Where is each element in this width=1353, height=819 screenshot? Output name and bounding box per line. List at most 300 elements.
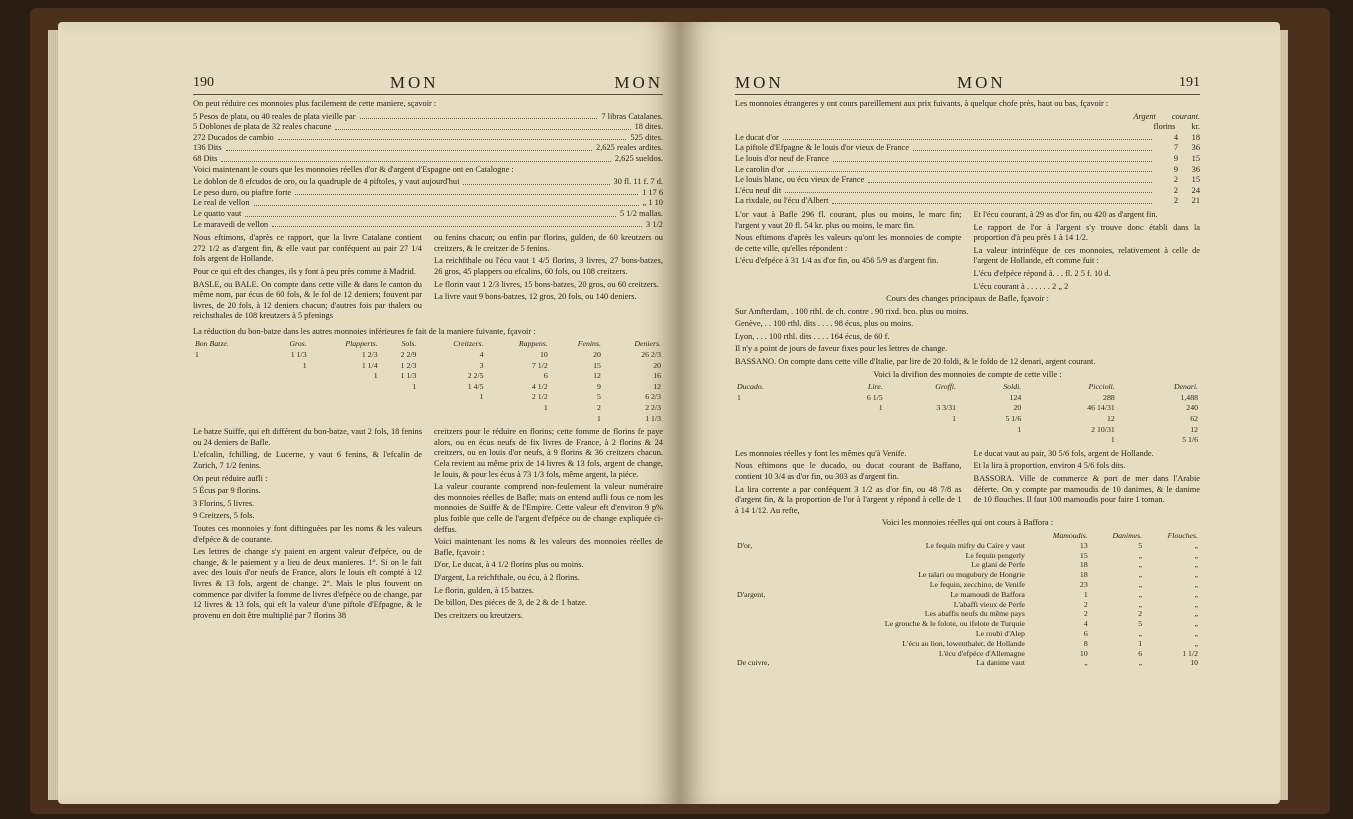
right-col-c-paragraph: Nous eftimons que le ducado, ou ducat courant de Baffano, contient 10 3/4 as d'or fin, ou 303 as d'argent fin. [735,461,962,481]
right-column-a [735,210,962,294]
bon-batze-cell: 2 2/9 [400,350,417,360]
catalogne-row-label: Le quatto vaut [193,208,242,218]
bon-batze-cell [418,403,485,414]
coin-row-label: Le carolin d'or [735,164,784,174]
coin-row-fl: 4 [1173,132,1178,142]
reduction-row-value: 18 dites. [634,122,663,132]
coin-row-kr: 18 [1191,132,1200,142]
bon-batze-cell [193,392,267,403]
bon-batze-cell: 20 [653,360,661,370]
left-col-c-paragraph: 9 Creitzers, 5 fols. [193,511,255,521]
bassora-cell: Le fequin, zecchino, de Venife [929,579,1025,589]
left-column-b [434,233,663,324]
bassora-cell: 5 [1138,540,1143,550]
bassora-cell: Le grouche & le folote, ou ifelote de Turquie [884,619,1025,629]
bon-batze-cell [193,414,267,425]
bassora-cell: „ [1138,579,1143,589]
bassora-cell: 4 [1083,619,1088,629]
bassora-cell: Le roubi d'Alep [975,628,1025,638]
left-col-a-paragraph: Pour ce qui eft des changes, ils y font à peu près comme à Madrid. [193,266,416,276]
right-two-columns-top [735,210,1200,294]
catalogne-row-value: 30 fl. 11 f. 7 d. [613,177,663,187]
right-column-d [974,449,1201,519]
division-row [735,403,1200,414]
reduction-row-label: 5 Doblones de plata de 32 reales chacune [193,122,332,132]
bassora-cell: 1 [1138,638,1143,648]
bassora-header-cell [794,531,1027,541]
bassora-cell: Le talari ou mugubury de Hongrie [918,570,1025,580]
bon-batze-cell: 12 [593,371,601,381]
bon-batze-cell [267,414,309,425]
division-cell [735,435,826,446]
bassora-cell: 1 [1083,589,1088,599]
bassora-cell: „ [1194,619,1198,629]
bon-batze-cell: 1 4/5 [467,381,484,391]
leader-dots [913,143,1152,151]
division-cell: 240 [1186,403,1198,413]
bon-batze-header-cell: Sols. [401,339,417,349]
division-cell [735,414,826,425]
bon-batze-cell: 1 1/4 [361,360,378,370]
reduction-row-value: 525 dites. [630,132,663,142]
division-cell: 1,488 [1180,392,1198,402]
division-cell: 1 [1017,424,1022,434]
bon-batze-intro: La réduction du bon-batze dans les autres monnoies inférieures fe fait de la maniere fuivante, fçavoir : [193,326,536,336]
bon-batze-row [193,361,663,372]
division-header-cell: Denari. [1173,382,1198,392]
left-col-b-paragraph: La reichfthale ou l'écu vaut 1 4/5 florins, 3 livres, 27 bons-batzes, 26 gros, 45 plappers ou efcalins, 60 fols, ou 108 creitzers. [434,256,663,276]
division-row [735,393,1200,404]
catalogne-row-value: „ 1 10 [642,198,663,208]
bassora-cell: Le fequin pengerly [965,550,1025,560]
bon-batze-cell [267,403,309,414]
coin-row-label: La rixdale, ou l'écu d'Albert [735,196,829,206]
right-col-b-paragraph: Et l'écu courant, à 29 as d'or fin, ou 420 as d'argent fin. [973,209,1158,219]
bassora-cell: „ [1138,570,1143,580]
coin-row-values [1156,196,1200,207]
left-column-a [193,233,422,324]
bassora-cell: „ [1138,589,1143,599]
left-col-d-paragraph: La valeur courante comprend non-feulement la valeur numéraire des monnoies réelles de Bafle; mais on entend aufli fous ce nom les monnoies de Suiffe & de l'Empire. Cette valeur eft d'environ 9 p% plus foible que celle de l'argent d'efpéce ou de change expliquée ci-deffus. [434,482,663,534]
right-page-header [735,72,1200,95]
bon-batze-cell: 12 [653,381,661,391]
division-cell: 6 1/5 [866,392,883,402]
right-column-c [735,449,962,519]
bassora-cell: „ [1194,609,1198,619]
coin-table-header [735,112,1200,123]
division-header-row [735,382,1200,393]
bassora-row [735,649,1200,659]
coin-row-kr: 15 [1191,175,1200,185]
bassora-row [735,600,1200,610]
bon-batze-table [193,339,663,424]
bassora-row [735,639,1200,649]
coin-row-values [1156,154,1200,165]
left-col-d-paragraph: D'argent, La reichfthale, ou écu, à 2 florins. [434,572,580,582]
change-row: Genève, . . 100 rthl. dits . . . . 98 écus, plus ou moins. [735,319,914,329]
bon-batze-header-cell: Fenins. [577,339,601,349]
bon-batze-cell: 1 1/3 [290,350,307,360]
bon-batze-cell [309,414,380,425]
left-col-d-paragraph: creitzers pour le réduire en florins; cette fomme de florins fe paye alors, ou en écus neufs de fix livres de France, à 2 florins & 24 creitzers, ou en louis d'or neufs, à 9 florins & 36 creitzers chacun. Cela revient au même prix de 14 livres & 13 fols, argent de change, le louis, & pour les écus à 73 1/3 fols, même argent, la piéce. [434,427,663,479]
bon-batze-row [193,382,663,393]
bon-batze-header-cell: Bon Batze. [195,339,229,349]
left-col-d-paragraph: D'or, Le ducat, à 4 1/2 florins plus ou moins. [434,560,584,570]
coin-row [735,133,1200,144]
bon-batze-cell [380,414,419,425]
right-col-a-paragraph: L'or vaut à Bafle 296 fl. courant, plus ou moins, le marc fin; l'argent y vaut 20 fl. 54 kr. plus ou moins, le marc fin. [735,209,962,230]
bon-batze-cell [193,403,267,414]
bon-batze-cell: 2 2/5 [467,371,484,381]
reduction-row-label: 68 Dits [193,153,218,163]
bassora-cell: „ [1138,628,1143,638]
bon-batze-cell: 3 [479,360,484,370]
division-cell [826,435,885,446]
bon-batze-cell: 9 [597,381,601,391]
division-cell: 2 10/31 [1091,424,1115,434]
bassora-row [735,619,1200,629]
right-col-a-paragraph: L'écu d'efpéce à 31 1/4 as d'or fin, ou 456 5/9 as d'argent fin. [735,256,939,266]
right-running-head: MON [735,73,784,92]
bassora-cell: „ [1194,599,1198,609]
bon-batze-cell: 15 [593,360,601,370]
left-col-c-paragraph: L'efcalin, fchilling, de Lucerne, y vaut 6 fenins, & l'efcalin de Zurich, 7 1/2 fenins. [193,450,422,470]
bassora-cell: 2 [1138,609,1143,619]
bassora-cell: 6 [1138,648,1143,658]
leader-dots [272,220,642,228]
division-cell [735,425,826,436]
bassora-cell: „ [1194,589,1198,599]
bassora-cell: „ [1138,550,1143,560]
coin-row [735,196,1200,207]
bassora-cell [735,649,794,659]
left-col-c-paragraph: 5 Écus par 9 florins. [193,486,261,496]
division-header-cell: Groffi. [935,382,957,392]
bon-batze-cell: 7 1/2 [531,360,548,370]
division-cell [826,425,885,436]
bassora-cell [735,580,794,590]
right-running-head-2: MON [957,73,1006,92]
bassora-row [735,560,1200,570]
bassora-cell [735,639,794,649]
bassora-cell: 10 [1190,658,1198,668]
catalogne-row-value: 3 1/2 [646,219,663,229]
bassora-cell: „ [1194,550,1198,560]
leader-dots [788,165,1152,173]
faveur-note: Il n'y a point de jours de faveur fixes pour les lettres de change. [735,344,948,354]
division-cell: 124 [1009,392,1022,402]
bassora-cell: 10 [1079,648,1088,658]
coin-header-argent: Argent [1133,111,1156,121]
bassora-cell: 23 [1079,579,1088,589]
right-col-a-paragraph: Nous eftimons d'après les valeurs qu'ont les monnoies de compte de cette ville, qu'elles répondent : [735,233,962,253]
division-cell [826,414,885,425]
leader-dots [463,177,609,185]
left-page-header [193,72,663,95]
bassora-cell: 5 [1138,619,1143,629]
right-col-b-paragraph: Le rapport de l'or à l'argent s'y trouve donc établi dans la proportion d'à peu près 1 à 14 1/2. [973,222,1200,243]
bassora-cell: D'or, [737,540,753,550]
bon-batze-cell: 2 2/3 [645,403,661,413]
coin-row-kr: 36 [1191,164,1200,174]
bassora-cell: „ [1194,628,1198,638]
bassora-intro: Voici les monnoies réelles qui ont cours à Baffora : [881,518,1054,528]
bassora-cell: „ [1194,638,1198,648]
coin-row [735,186,1200,197]
right-page-content [735,72,1200,668]
bassora-row [735,570,1200,580]
division-header-cell: Soldi. [1003,382,1022,392]
division-cell: 3 3/31 [936,403,957,413]
left-page-number: 190 [193,75,214,90]
right-col-d-paragraph: Le ducat vaut au pair, 30 5/6 fols, argent de Hollande. [973,448,1154,458]
bon-batze-cell: 2 1/2 [531,392,548,402]
bassora-row [735,590,1200,600]
bassora-cell: „ [1084,658,1088,668]
coin-row-fl: 9 [1173,153,1178,163]
leader-dots [833,154,1152,162]
left-col-c-paragraph: Le batze Suiffe, qui eft différent du bon-batze, vaut 2 fols, 18 fenins ou 24 deniers de Bafle. [193,427,422,447]
division-cell [885,393,958,404]
coin-subheader-kr: kr. [1191,122,1200,132]
bon-batze-cell: 1 1/3 [400,371,417,381]
bassora-cell: Le glani de Perfe [971,560,1025,570]
bon-batze-cell [309,382,380,393]
division-cell: 12 [1106,414,1115,424]
reduction-row-value: 2,625 sueldos. [614,153,663,163]
division-cell: 12 [1190,424,1198,434]
catalogne-row-value: 5 1/2 mallas. [619,208,663,218]
foreign-coins-list [735,133,1200,207]
division-cell: 20 [1013,403,1022,413]
bassora-cell: Le fequin mifry du Caire y vaut [925,540,1025,550]
right-col-d-paragraph: Et la lira à proportion, environ 4 5/6 fols dits. [973,461,1126,471]
bon-batze-cell: 6 [543,371,548,381]
left-col-a-paragraph: BASLE, ou BALE. On compte dans cette ville & dans le canton du même nom, par écus de 60 fols, & le fol de 12 deniers; fouvent par livres, de 20 fols, à 12 deniers chacun; d'autres fois par thalers ou reichsthales de 108 kreutzers à 5 pfenings [193,279,422,321]
changes-intro: Cours des changes principaux de Bafle, fçavoir : [886,294,1049,304]
bassora-cell: 6 [1083,628,1088,638]
bon-batze-cell: 1 [412,381,417,391]
left-col-c-paragraph: Les lettres de change s'y paient en argent valeur d'efpéce, ou de change, & le paiement y a lieu de deux manieres. 1°. Si on le fait avec des louis d'or neufs de France, alors le louis eft compté à 12 livres & 13 fols, argent de change. 2°. Mais le plus fouvent on commence par divifer la fomme de livres d'efpéce ou de change, par 12 livres & 13 fols, qui eft la valeur d'une piftole d'Efpagne, & le provenu en doit être multiplié par 7 florins 38 [193,547,422,620]
bon-batze-cell: 10 [539,350,548,360]
bon-batze-header-cell: Creitzers. [453,339,484,349]
division-cell: 1 [952,414,957,424]
bon-batze-cell: 1 [302,360,307,370]
left-running-head-2: MON [614,73,663,92]
coin-row-values [1156,165,1200,176]
division-cell: 1 [878,403,883,413]
coin-row [735,154,1200,165]
bon-batze-cell [193,371,267,382]
bassora-header-cell [735,531,794,541]
reduction-row [193,133,663,144]
coin-header-courant: courant. [1171,111,1200,121]
left-col-c-paragraph: On peut réduire aufli : [193,473,268,483]
left-col-b-paragraph: La livre vaut 9 bons-batzes, 12 gros, 20 fols, ou 140 deniers. [434,292,637,302]
coin-row-kr: 15 [1191,153,1200,163]
division-cell: 288 [1103,392,1115,402]
reduction-row [193,143,663,154]
bon-batze-cell: 1 [597,413,601,423]
bassora-cell: Les abaffis neufs du même pays [924,609,1025,619]
division-header-cell: Lire. [867,382,883,392]
leader-dots [295,188,638,196]
catalogne-row-label: Le maravedi de vellon [193,219,269,229]
coin-row-fl: 7 [1173,143,1178,153]
bassora-cell: De cuivre, [737,658,770,668]
division-cell: 62 [1190,414,1198,424]
coin-row-values [1156,175,1200,186]
bassora-cell [735,570,794,580]
right-intro-paragraph: Les monnoies étrangeres y ont cours pareillement aux prix fuivants, à quelque chofe près, haut ou bas, fçavoir : [735,99,1109,108]
bassora-cell: 2 [1083,609,1088,619]
coin-row-kr: 21 [1191,196,1200,206]
coin-row-fl: 2 [1173,185,1178,195]
right-col-c-paragraph: Les monnoies réelles y font les mêmes qu'à Venife. [735,448,907,458]
bassora-cell: L'écu au lion, lowenthaler, de Hollande [902,638,1025,648]
bon-batze-row [193,350,663,361]
left-col-a-paragraph: Nous eftimons, d'après ce rapport, que la livre Catalane contient 272 1/2 as d'argent fin, & elle vaut par conféquent au pair 27 1/4 fols argent de Hollande. [193,233,422,264]
coin-row-fl: 9 [1173,164,1178,174]
catalogne-row-value: 1 17 6 [642,187,663,197]
left-page-content [193,72,663,623]
bon-batze-cell [267,382,309,393]
bon-batze-cell [267,371,309,382]
catalogne-row [193,209,663,220]
bon-batze-cell [193,361,267,372]
bon-batze-cell: 1 [479,392,484,402]
reduction-row-label: 5 Pesos de plata, ou 40 reales de plata vieille par [193,111,356,121]
bon-batze-header-cell: Plapperts. [345,339,378,349]
leader-dots [785,186,1152,194]
bon-batze-header-cell: Gros. [289,339,307,349]
bassora-cell: 18 [1079,570,1088,580]
right-col-b-paragraph: L'écu courant à . . . . . . 2 „ 2 [973,281,1069,291]
bon-batze-row [193,403,663,414]
coin-row-values [1156,133,1200,144]
coin-row [735,165,1200,176]
bassora-cell [735,600,794,610]
left-running-head: MON [389,73,439,92]
coin-subheader-florins: florins [1153,122,1176,132]
left-col-d-paragraph: De billon, Des piéces de 3, de 2 & de 1 batze. [434,598,588,608]
leader-dots [278,133,627,141]
division-cell: 1 [737,392,741,402]
coin-table-subheader [735,122,1200,133]
bassora-cell: La danime vaut [976,658,1025,668]
change-row: Lyon, . . . 100 rthl. dits . . . . 164 écus, de 60 f. [735,331,890,341]
bassora-cell: „ [1194,579,1198,589]
coin-row-label: Le louis blanc, ou écu vieux de France [735,175,865,185]
bon-batze-row [193,414,663,425]
bon-batze-header-row [193,339,663,350]
right-col-c-paragraph: La lira corrente a par conféquent 3 1/2 as d'or fin, ou 48 7/8 as d'argent fin, & la proportion de l'or à l'argent y répond à celle de 1 à 14 1/12. Au refte, [735,484,962,515]
division-cell: 1 [1110,435,1115,445]
reductions-list [193,112,663,165]
bon-batze-cell [380,392,419,403]
right-page-number: 191 [1179,75,1200,90]
bassora-cell: 8 [1083,638,1088,648]
bassora-cell: „ [1194,560,1198,570]
bon-batze-cell: 1 1/3 [645,413,661,423]
bon-batze-cell: 5 [597,392,601,402]
left-col-d-paragraph: Le florin, gulden, à 15 batzes. [434,585,535,595]
bassora-header-cell: Mamoudis. [1052,530,1088,540]
right-two-columns-bottom [735,449,1200,519]
division-table [735,382,1200,446]
bon-batze-header-cell: Rappens. [518,339,548,349]
bon-batze-cell: 1 2/3 [361,350,378,360]
coin-row-values [1156,186,1200,197]
bassora-table [735,531,1200,668]
coin-row [735,143,1200,154]
bassora-row [735,658,1200,668]
bassora-cell: L'écu d'efpéce d'Allemagne [938,648,1025,658]
catalogne-row [193,188,663,199]
division-row [735,425,1200,436]
left-page-edges [48,30,58,800]
bon-batze-cell [486,414,550,425]
bassora-row [735,580,1200,590]
reduction-row-label: 136 Dits [193,143,222,153]
changes-list [735,307,1200,343]
change-row: Sur Amfterdam, . 100 rthl. de ch. contre . 90 rixd. bco. plus ou moins. [735,306,969,316]
reduction-row [193,154,663,165]
division-cell: 46 14/31 [1087,403,1115,413]
division-row [735,414,1200,425]
left-column-d [434,427,663,623]
bon-batze-cell [418,414,485,425]
bon-batze-cell: 1 [543,403,548,413]
coin-row-label: La piftole d'Efpagne & le louis d'or vieux de France [735,143,909,153]
bassora-header-row [735,531,1200,541]
bon-batze-cell [309,403,380,414]
leader-dots [335,122,630,130]
leader-dots [832,196,1152,204]
bassora-row [735,629,1200,639]
coin-row-fl: 2 [1173,175,1178,185]
bassora-cell [735,551,794,561]
catalogne-row [193,220,663,231]
left-col-d-paragraph: Des creitzers ou kreutzers. [434,610,523,620]
bon-batze-cell [193,382,267,393]
reduction-row [193,112,663,123]
left-two-columns-bottom [193,427,663,623]
division-header-cell: Ducado. [737,382,764,392]
right-col-d-paragraph: BASSORA. Ville de commerce & port de mer dans l'Arabie déferte. On y compte par mamoudis de 10 danimes, & le danime de 10 flouches. Il faut 100 mamoudis pour faire 1 toman. [973,474,1200,505]
division-cell: 5 1/6 [1005,414,1022,424]
left-col-c-paragraph: 3 Florins, 5 livres. [193,498,255,508]
left-page [58,22,680,804]
right-column-b [974,210,1201,294]
bassora-cell [735,560,794,570]
catalogne-row [193,177,663,188]
left-two-columns-top [193,233,663,324]
bassora-cell: „ [1138,599,1143,609]
catalogne-intro: Voici maintenant le cours que les monnoies réelles d'or & d'argent d'Espagne ont en Catalogne : [193,164,514,174]
bon-batze-row [193,371,663,382]
coin-row-kr: 24 [1191,185,1200,195]
bassora-row [735,551,1200,561]
bon-batze-cell: 1 [373,371,378,381]
division-cell [958,435,1023,446]
bassora-cell [735,629,794,639]
leader-dots [254,198,639,206]
coin-row-kr: 36 [1191,143,1200,153]
leader-dots [360,112,598,120]
bon-batze-cell: 1 2/3 [400,360,417,370]
coin-row [735,175,1200,186]
